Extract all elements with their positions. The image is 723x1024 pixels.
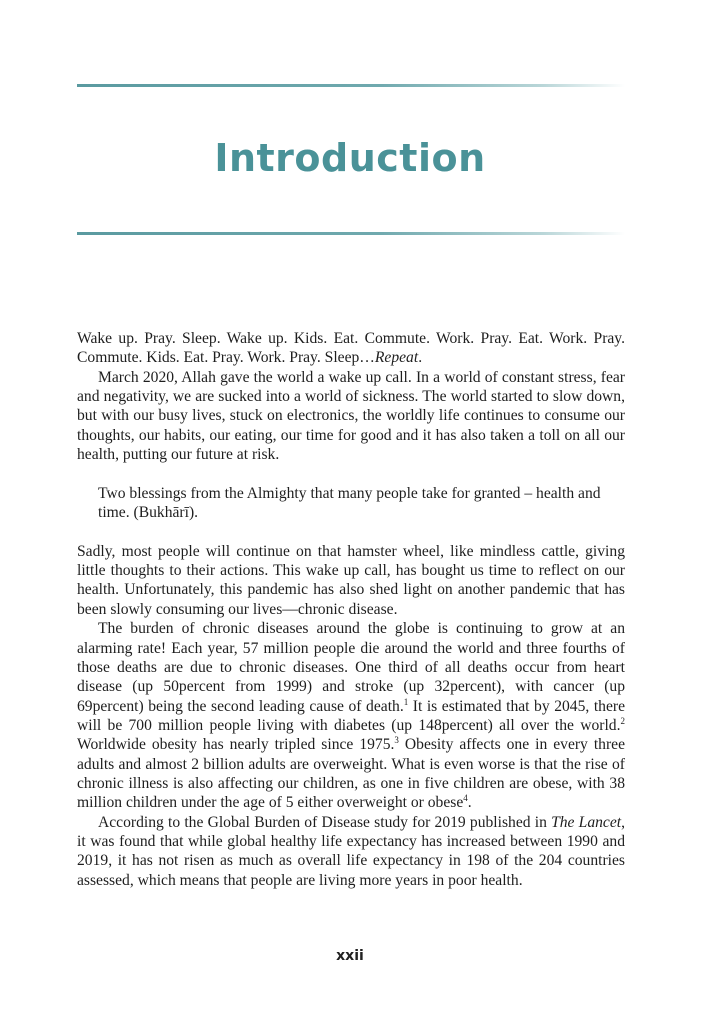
lancet-text-2: , it was found that while global healthy life expectancy has increased between 1990 and 2019, it has not risen as much as overall life expectancy in 198 of the 204 countries assessed, which means that people are living more years in poor health. [77, 813, 625, 889]
chapter-body [77, 329, 625, 890]
opening-paragraph [77, 329, 625, 368]
lancet-text-1: According to the Global Burden of Disease study for 2019 published in [98, 813, 552, 831]
title-bottom-rule [77, 232, 625, 235]
chronic-text-3: Worldwide obesity has nearly tripled since 1975. [77, 736, 395, 754]
wake-up-call-paragraph: March 2020, Allah gave the world a wake up call. In a world of constant stress, fear and negativity, we are sucked into a world of sickness. The world started to slow down, but with our busy lives, stuck on electronics, the worldly life continues to consume our thoughts, our habits, our eating, our time for good and it has also taken a toll on all our health, putting our future at risk. [77, 368, 625, 464]
hamster-wheel-paragraph: Sadly, most people will continue on that hamster wheel, like mindless cattle, giving little thoughts to their actions. This wake up call, has bought us time to reflect on our health. Unfortunately, this pandemic has also shed light on another pandemic that has been slowly consuming our lives—chronic disease. [77, 542, 625, 618]
footnote-ref-4[interactable]: 4 [463, 793, 468, 804]
opening-end-punct: . [418, 349, 423, 367]
chronic-disease-paragraph [77, 619, 625, 812]
footnote-ref-2[interactable]: 2 [620, 715, 625, 726]
repeat-emphasis: Repeat [374, 349, 419, 367]
title-top-rule [77, 84, 625, 87]
chronic-text-4: Obesity affects one in every three adults and almost 2 billion adults are overweight. What is even worse is that the rise of chronic illness is also affecting our children, as one in five children are obese, with 38 million children under the age of 5 either overweight or obese [77, 736, 625, 812]
chapter-title: Introduction [214, 136, 486, 180]
chronic-text-5: . [467, 794, 472, 812]
footnote-ref-3[interactable]: 3 [394, 735, 399, 746]
chronic-text-1: The burden of chronic diseases around the globe is continuing to grow at an alarming rate! Each year, 57 million people die around the world and three fourths of those deaths are due to chronic diseases. One third of all deaths occur from heart disease (up 50percent from 1999) and stroke (up 32percent), with cancer (up 69percent) being the second leading cause of death. [77, 620, 625, 715]
lancet-source: The Lancet [551, 813, 622, 831]
hadith-quote: Two blessings from the Almighty that many people take for granted – health and time. (Bukhārī). [98, 484, 601, 522]
opening-text: Wake up. Pray. Sleep. Wake up. Kids. Eat. Commute. Work. Pray. Eat. Work. Pray. Commute. Kids. Eat. Pray. Work. Pray. Sleep… [77, 330, 625, 367]
footnote-ref-1[interactable]: 1 [403, 696, 409, 707]
page-number: xxii [336, 948, 364, 964]
lancet-paragraph [77, 813, 625, 890]
chronic-text-2: It is estimated that by 2045, there will be 700 million people living with diabetes (up 148percent) all over the world. [77, 697, 625, 734]
